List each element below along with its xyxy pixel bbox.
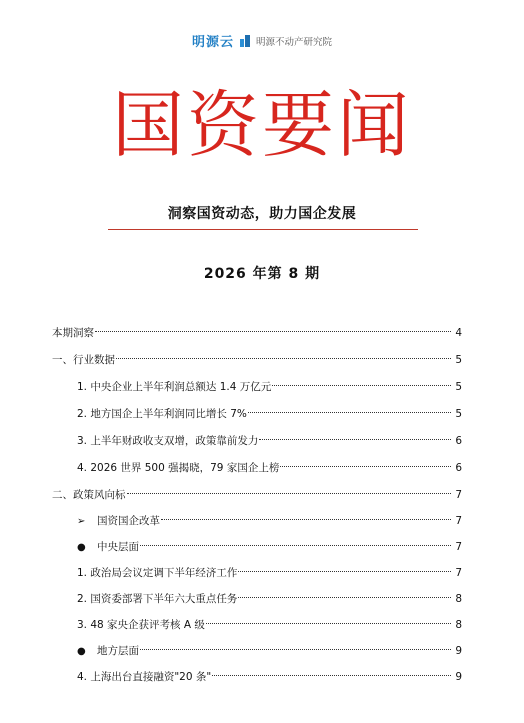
toc-page-number: 9 [455,671,462,683]
toc-entry-lead [77,406,247,422]
toc-leader-dots [272,369,451,386]
toc-entry-title: 1. 政治局会议定调下半年经济工作 [77,567,238,579]
toc-leader-dots [140,529,451,546]
toc-page-number: 7 [455,489,462,501]
toc-entry-title: 2. 国资委部署下半年六大重点任务 [77,593,238,605]
toc-leader-dots [127,477,452,494]
toc-entry[interactable] [77,637,462,657]
toc-entry-title: 中央层面 [97,541,139,553]
toc-entry-lead [77,643,139,660]
toc-page-number: 7 [455,567,462,579]
toc-leader-dots [116,342,451,359]
toc-leader-dots [206,607,451,624]
toc-entry-lead [77,617,205,633]
toc-leader-dots [259,423,451,440]
toc-entry-title: 1. 中央企业上半年利润总额达 1.4 万亿元 [77,381,272,393]
toc-entry[interactable] [77,559,462,579]
toc-entry-title: 3. 48 家央企获评考核 A 级 [77,619,205,631]
toc-entry-lead [52,352,115,368]
toc-entry[interactable] [77,663,462,683]
brand-logo-icon [240,35,250,47]
toc-entry-title: 本期洞察 [52,327,94,339]
toc-page-number: 8 [455,593,462,605]
toc-entry[interactable] [52,481,462,501]
toc-entry-lead [52,487,126,503]
toc-entry-title: 国资国企改革 [97,515,160,527]
toc-leader-dots [248,396,451,413]
toc-entry-title: 3. 上半年财政收支双增，政策靠前发力 [77,435,259,447]
toc-entry-lead [77,433,258,449]
toc-page-number: 5 [455,408,462,420]
toc-entry[interactable] [77,427,462,447]
toc-entry[interactable] [77,533,462,553]
toc-leader-dots [212,659,451,676]
sub-brand-name: 明源不动产研究院 [256,36,333,48]
toc-entry-title: 一、行业数据 [52,354,115,366]
toc-page-number: 9 [455,645,462,657]
toc-page-number: 5 [455,354,462,366]
toc-entry[interactable] [77,400,462,420]
toc-entry-lead [77,379,271,395]
toc-entry-title: 2. 地方国企上半年利润同比增长 7% [77,408,247,420]
toc-entry-lead [77,539,139,556]
toc-entry[interactable] [77,585,462,605]
toc-page-number: 7 [455,515,462,527]
toc-entry[interactable] [52,346,462,366]
tagline: 洞察国资动态，助力国企发展 [167,206,357,222]
toc-entry[interactable] [77,373,462,393]
brand-name: 明源云 [191,35,234,50]
toc-entry-lead [52,325,94,341]
toc-leader-dots [95,315,451,332]
toc-entry-lead [77,513,160,530]
toc-page-number: 5 [455,381,462,393]
bullet-icon: ● [77,646,86,657]
toc-entry[interactable] [77,507,462,527]
toc-leader-dots [238,581,451,598]
toc-entry[interactable] [77,611,462,631]
header-logo [0,31,524,50]
toc-leader-dots [238,555,451,572]
toc-entry-lead [77,565,237,581]
toc-page-number: 6 [455,462,462,474]
issue-number: 2026 年第 8 期 [203,266,321,282]
toc-page-number: 6 [455,435,462,447]
toc-page-number: 8 [455,619,462,631]
tagline-rule [108,229,418,230]
toc-entry-title: 4. 上海出台直接融资"20 条" [77,671,212,683]
toc-entry-lead [77,669,211,685]
toc-leader-dots [161,503,451,520]
toc-page-number: 4 [455,327,462,339]
toc-entry-title: 地方层面 [97,645,139,657]
toc-leader-dots [140,633,451,650]
toc-entry-title: 二、政策风向标 [52,489,126,501]
toc-entry[interactable] [52,319,462,339]
toc-entry-lead [77,591,237,607]
toc-entry-title: 4. 2026 世界 500 强揭晓，79 家国企上榜 [77,462,280,474]
arrow-bullet-icon: ➢ [77,516,86,527]
toc-page-number: 7 [455,541,462,553]
masthead-title: 国资要闻 [111,83,412,167]
bullet-icon: ● [77,542,86,553]
toc-entry[interactable] [77,454,462,474]
toc-leader-dots [280,450,451,467]
toc-entry-lead [77,460,279,476]
